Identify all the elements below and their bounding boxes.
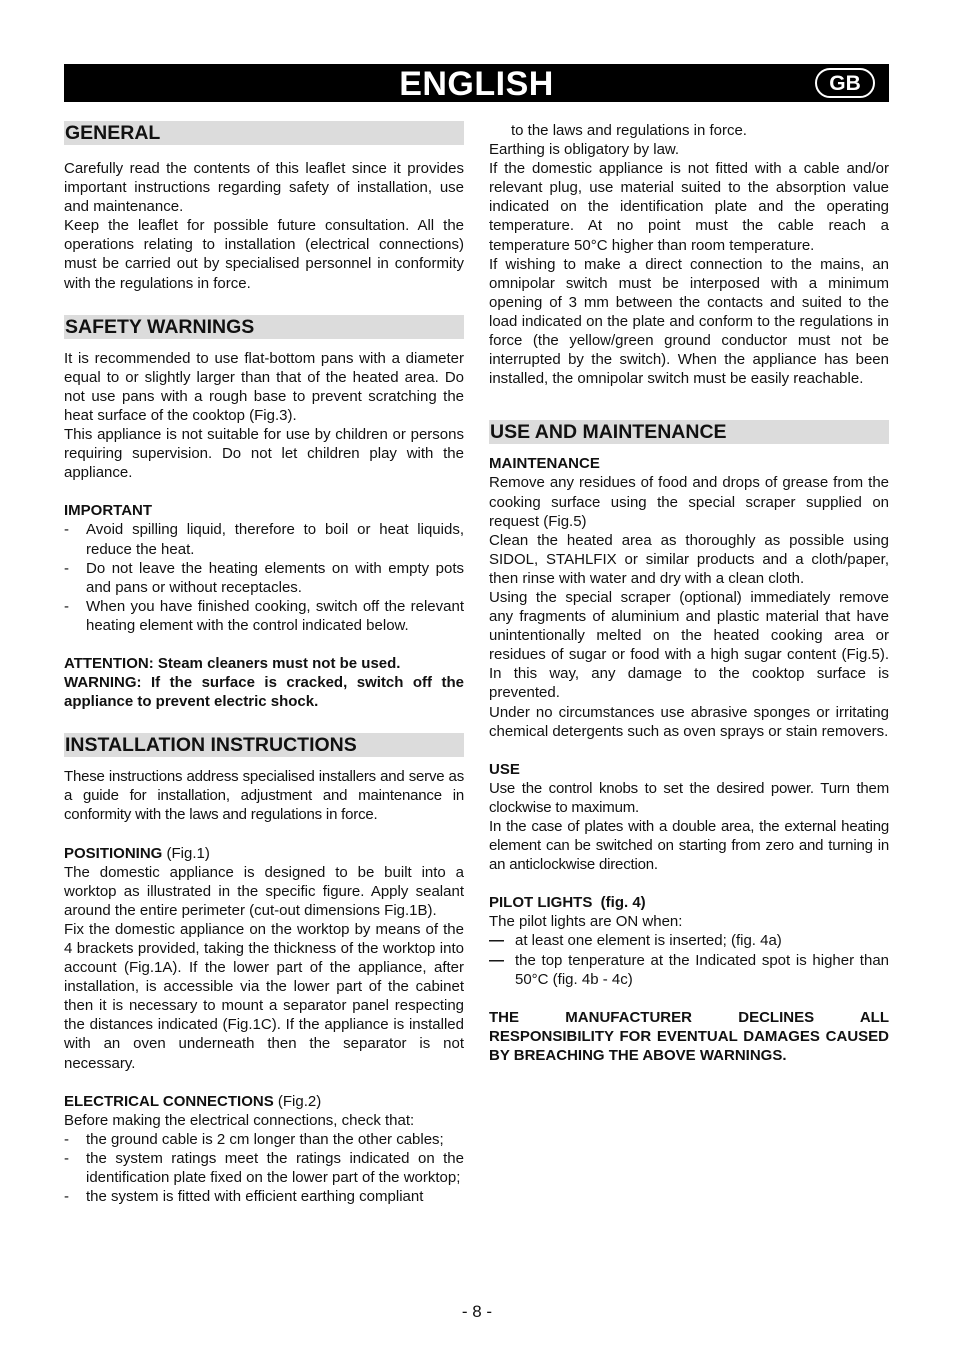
page-number: - 8 -	[461, 1302, 493, 1321]
maintenance-paragraph-3: Using the special scraper (optional) immediately remove any fragments of aluminium and plastic material that have unintentionally melted on the heated cooking area or residues of sugar or food with a high sugar content (Fig.5). In this way, any damage to the cooktop surface is prevented.	[489, 588, 889, 702]
direct-connection-paragraph: If wishing to make a direct connection to the mains, an omnipolar switch must be interposed with a minimum opening of 3 mm between the contacts and suited to the load indicated on the plate and conform to the regulations in force (the yellow/green ground conductor must not be interrupted by the switch). When the appliance has been installed, the omnipolar switch must be easily reachable.	[489, 255, 889, 388]
general-paragraph-1: Carefully read the contents of this leaflet since it provides important instructions regarding safety of installation, use and maintenance.	[64, 160, 464, 216]
maintenance-paragraph-2: Clean the heated area as thoroughly as possible using SIDOL, STAHLFIX or similar products and a cloth/paper, then rinse with water and dry with a clean cloth.	[489, 531, 889, 587]
check-continuation: to the laws and regulations in force.	[511, 122, 747, 139]
list-item: - When you have finished cooking, switch off the relevant heating element with the control indicated below.	[64, 597, 464, 634]
safety-paragraph-2: This appliance is not suitable for use by children or persons requiring supervision. Do not let children play with the appliance.	[64, 426, 464, 482]
maintenance-paragraph-4: Under no circumstances use abrasive sponges or irritating chemical detergents such as oven sprays or stain removers.	[489, 703, 889, 740]
pilot-lights-heading: PILOT LIGHTS (fig. 4)	[489, 894, 646, 912]
list-item: - Avoid spilling liquid, therefore to boil or heat liquids, reduce the heat.	[64, 521, 464, 558]
list-item: - the ground cable is 2 cm longer than the other cables;	[64, 1130, 444, 1148]
positioning-paragraph-2: Fix the domestic appliance on the worktop by means of the 4 brackets provided, taking the thickness of the worktop into account (Fig.1A). If the lower part of the appliance, after installation, is accessible via the lower part of the cabinet then it is necessary to mount a separator panel respecting the distances indicated (Fig.1C). If the appliance is installed with an oven underneath then the separator is not necessary.	[64, 920, 464, 1072]
electrical-intro: Before making the electrical connections, check that:	[64, 1111, 415, 1129]
list-item: — the top tenperature at the Indicated spot is higher than 50°C (fig. 4b - 4c)	[489, 951, 889, 988]
maintenance-paragraph-1: Remove any residues of food and drops of grease from the cooking surface using the special scraper supplied on request (Fig.5)	[489, 474, 889, 530]
warning-notice: WARNING: If the surface is cracked, switch off the appliance to prevent electric shock.	[64, 674, 464, 711]
safety-paragraph-1: It is recommended to use flat-bottom pans with a diameter equal to or slightly larger than that of the heated area. Do not use pans with a rough base to prevent scratching the heat surface of the cooktop (Fig.3).	[64, 349, 464, 424]
important-label: IMPORTANT	[64, 502, 153, 520]
section-heading-use-maintenance: USE AND MAINTENANCE	[489, 420, 889, 444]
language-banner	[64, 64, 889, 102]
right-column	[489, 121, 889, 1065]
left-column	[64, 121, 464, 1206]
electrical-heading: ELECTRICAL CONNECTIONS (Fig.2)	[64, 1092, 322, 1110]
cable-paragraph: If the domestic appliance is not fitted with a cable and/or relevant plug, use material suited to the absorption value indicated on the identification plate and the operating temperature. At no point must the cable reach a temperature 50°C higher than room temperature.	[489, 160, 889, 254]
use-heading: USE	[489, 760, 520, 778]
page-title: ENGLISH	[399, 65, 554, 103]
list-item: - the system ratings meet the ratings indicated on the identification plate fixed on the lower part of the worktop;	[64, 1149, 464, 1187]
use-paragraph-1: Use the control knobs to set the desired power. Turn them clockwise to maximum.	[489, 779, 889, 816]
section-heading-general: GENERAL	[64, 121, 464, 145]
manufacturer-disclaimer: THE MANUFACTURER DECLINES ALL RESPONSIBILITY FOR EVENTUAL DAMAGES CAUSED BY BREACHING THE ABOVE WARNINGS.	[489, 1008, 889, 1064]
attention-notice: ATTENTION: Steam cleaners must not be used.	[64, 654, 401, 672]
language-badge: GB	[815, 68, 875, 98]
maintenance-heading: MAINTENANCE	[489, 455, 600, 473]
pilot-lights-intro: The pilot lights are ON when:	[489, 913, 683, 931]
use-paragraph-2: In the case of plates with a double area, the external heating element can be switched on starting from zero and turning in an anticlockwise direction.	[489, 818, 889, 874]
general-paragraph-2: Keep the leaflet for possible future consultation. All the operations relating to installation (electrical connections) must be carried out by specialised personnel in conformity with the regulations in force.	[64, 217, 464, 292]
list-item: — at least one element is inserted; (fig. 4a)	[489, 932, 782, 950]
section-heading-installation: INSTALLATION INSTRUCTIONS	[64, 733, 464, 757]
section-heading-safety: SAFETY WARNINGS	[64, 315, 464, 339]
list-item: - the system is fitted with efficient earthing compliant	[64, 1188, 424, 1206]
positioning-heading: POSITIONING (Fig.1)	[64, 844, 210, 862]
list-item: - Do not leave the heating elements on with empty pots and pans or without receptacles.	[64, 559, 464, 596]
installation-intro: These instructions address specialised installers and serve as a guide for installation, adjustment and maintenance in conformity with the laws and regulations in force.	[64, 768, 464, 824]
positioning-paragraph-1: The domestic appliance is designed to be built into a worktop as illustrated in the specific figure. Apply sealant around the entire perimeter (cut-out dimensions Fig.1B).	[64, 863, 464, 919]
earthing-note: Earthing is obligatory by law.	[489, 141, 680, 159]
